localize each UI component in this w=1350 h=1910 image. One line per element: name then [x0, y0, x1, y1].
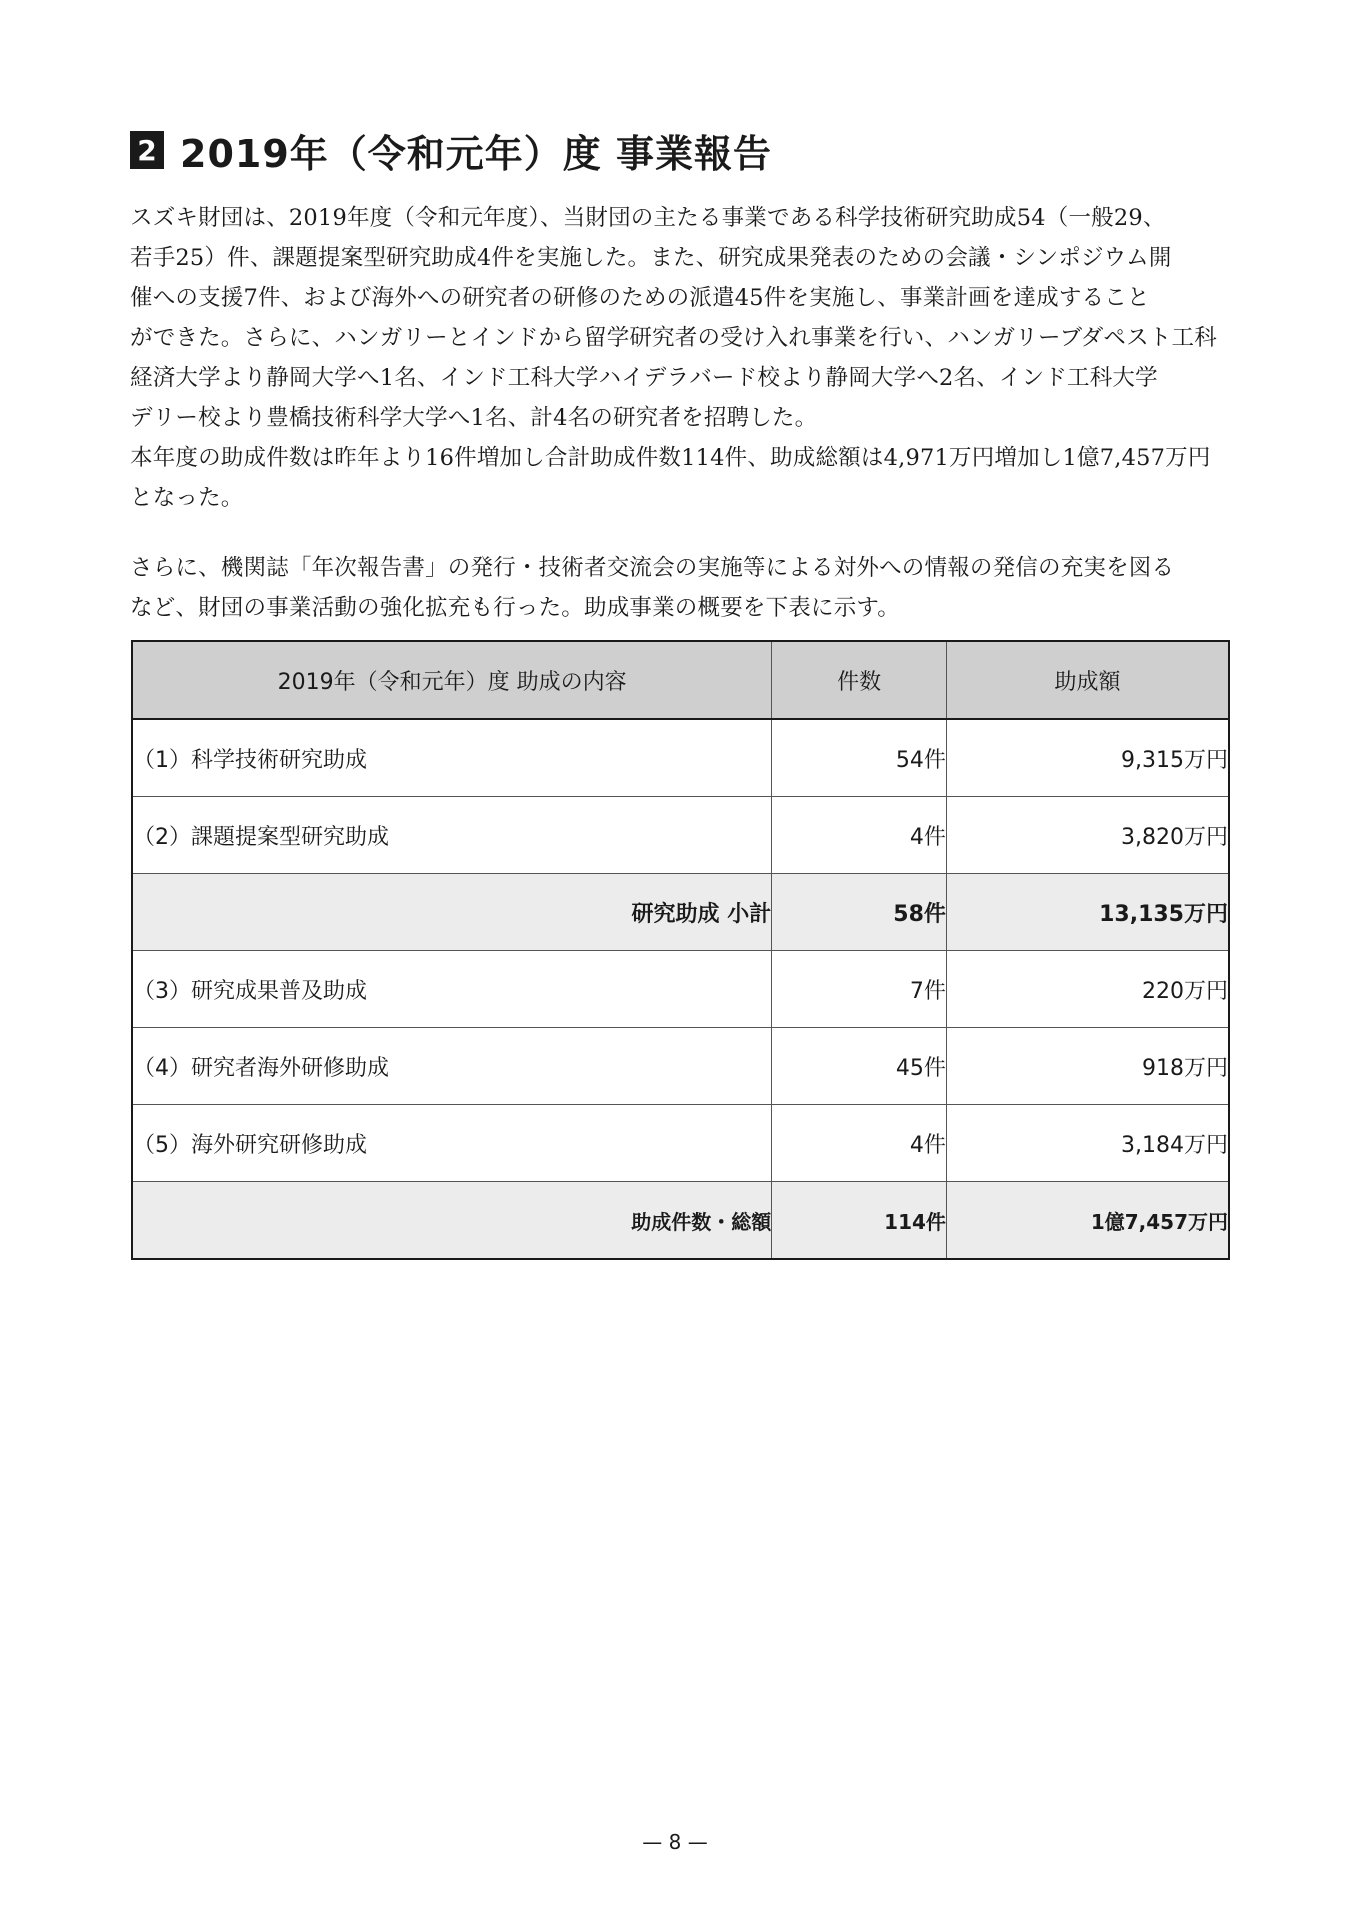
text-line: 本年度の助成件数は昨年より16件増加し合計助成件数114件、助成総額は4,971万円増加し1億7,457万円: [130, 445, 1211, 471]
text-line: 催への支援7件、および海外への研究者の研修のための派遣45件を実施し、事業計画を達成すること: [130, 285, 1150, 311]
header-label: 2019年（令和元年）度 助成の内容: [132, 641, 772, 719]
text-line: スズキ財団は、2019年度（令和元年度）、当財団の主たる事業である科学技術研究助成54（一般29、: [130, 205, 1166, 231]
row-amount: 220万円: [946, 951, 1229, 1028]
row-amount: 3,184万円: [946, 1105, 1229, 1182]
header-count: 件数: [772, 641, 947, 719]
row-count: 54件: [772, 719, 947, 797]
intro-paragraph: [130, 198, 1230, 518]
section-heading: [130, 122, 772, 178]
row-label: （2）課題提案型研究助成: [132, 797, 772, 874]
text-line: 経済大学より静岡大学へ1名、インド工科大学ハイデラバード校より静岡大学へ2名、インド工科大学: [130, 365, 1158, 391]
table-header-row: [132, 641, 1229, 719]
header-amount: 助成額: [946, 641, 1229, 719]
total-amount: 1億7,457万円: [946, 1182, 1229, 1260]
text-line: ができた。さらに、ハンガリーとインドから留学研究者の受け入れ事業を行い、ハンガリーブダペスト工科: [130, 325, 1217, 351]
section-title: 2019年（令和元年）度 事業報告: [180, 131, 772, 176]
subtotal-count: 58件: [772, 874, 947, 951]
text-line: など、財団の事業活動の強化拡充も行った。助成事業の概要を下表に示す。: [130, 595, 901, 621]
table-row: [132, 1105, 1229, 1182]
page-number: — 8 —: [642, 1830, 708, 1854]
row-label: （4）研究者海外研修助成: [132, 1028, 772, 1105]
row-count: 7件: [772, 951, 947, 1028]
text-line: となった。: [130, 485, 244, 511]
grant-summary-table: [131, 640, 1230, 1260]
row-count: 45件: [772, 1028, 947, 1105]
row-count: 4件: [772, 797, 947, 874]
activity-paragraph: [130, 548, 1230, 628]
section-number-badge: 2: [130, 131, 164, 169]
row-label: （5）海外研究研修助成: [132, 1105, 772, 1182]
subtotal-row: [132, 874, 1229, 951]
text-line: デリー校より豊橋技術科学大学へ1名、計4名の研究者を招聘した。: [130, 405, 818, 431]
row-amount: 918万円: [946, 1028, 1229, 1105]
row-label: （3）研究成果普及助成: [132, 951, 772, 1028]
row-amount: 3,820万円: [946, 797, 1229, 874]
table-row: [132, 719, 1229, 797]
text-line: さらに、機関誌「年次報告書」の発行・技術者交流会の実施等による対外への情報の発信の充実を図る: [130, 555, 1175, 581]
table-row: [132, 1028, 1229, 1105]
subtotal-amount: 13,135万円: [946, 874, 1229, 951]
total-count: 114件: [772, 1182, 947, 1260]
table-row: [132, 797, 1229, 874]
table-row: [132, 951, 1229, 1028]
total-label: 助成件数・総額: [132, 1182, 772, 1260]
total-row: [132, 1182, 1229, 1260]
text-line: 若手25）件、課題提案型研究助成4件を実施した。また、研究成果発表のための会議・シンポジウム開: [130, 245, 1172, 271]
row-count: 4件: [772, 1105, 947, 1182]
row-label: （1）科学技術研究助成: [132, 719, 772, 797]
row-amount: 9,315万円: [946, 719, 1229, 797]
subtotal-label: 研究助成 小計: [132, 874, 772, 951]
